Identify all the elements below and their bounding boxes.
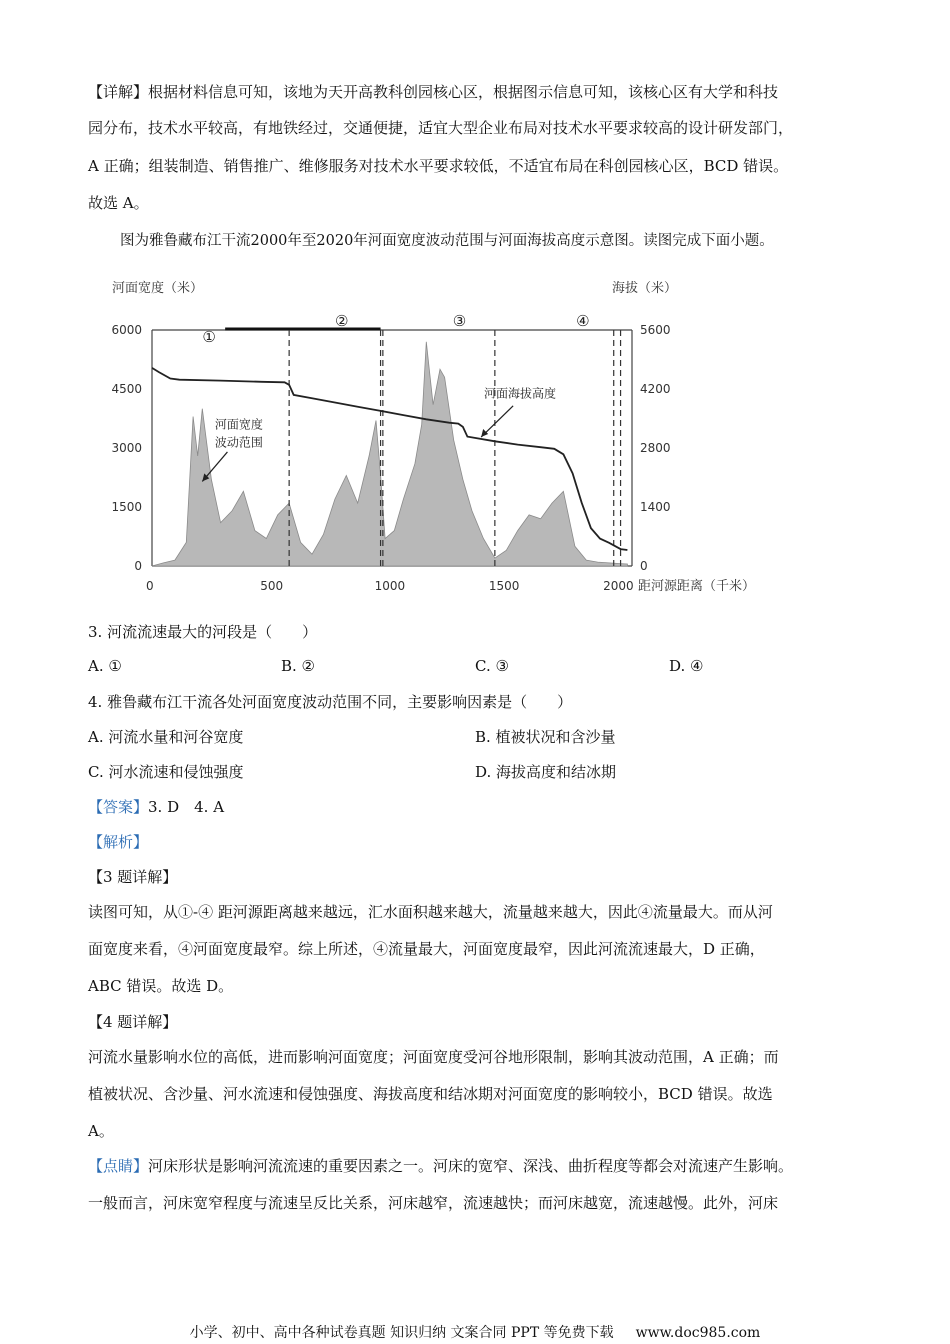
left-y-tick-label: 4500	[111, 382, 142, 396]
left-axis-title: 河面宽度（米）	[112, 281, 204, 296]
q4-option-b: B. 植被状况和含沙量	[475, 728, 616, 746]
tip-label: 【点睛】	[88, 1157, 149, 1175]
tip-line-1: 【点睛】河床形状是影响河流流速的重要因素之一。河床的宽窄、深浅、曲折程度等都会对流速产生影响。	[88, 1157, 794, 1175]
left-y-tick-label: 3000	[111, 441, 142, 455]
footer-text: 小学、初中、高中各种试卷真题 知识归纳 文案合同 PPT 等免费下载	[189, 1325, 614, 1341]
q4-option-c: C. 河水流速和侵蚀强度	[88, 763, 244, 781]
right-y-tick-label: 2800	[640, 441, 671, 455]
elevation-annotation-arrowhead	[481, 429, 488, 437]
q4-detail-label: 【4 题详解】	[88, 1013, 178, 1031]
detail-paragraph-line-3: A 正确；组装制造、销售推广、维修服务对技术水平要求较低，不适宜布局在科创园核心区，BCD 错误。	[88, 157, 789, 175]
detail-paragraph-line-2: 园分布，技术水平较高，有地铁经过，交通便捷，适宜大型企业布局对技术水平要求较高的设计研发部门，	[88, 119, 794, 137]
q4-detail-line-1: 河流水量影响水位的高低，进而影响河面宽度；河面宽度受河谷地形限制，影响其波动范围，A 正确；而	[88, 1048, 779, 1066]
analysis-label: 【解析】	[88, 833, 149, 851]
x-tick-label: 0	[146, 579, 154, 593]
x-tick-label: 1000	[374, 579, 406, 593]
width-annotation-line-1: 河面宽度	[214, 417, 263, 432]
elevation-annotation: 河面海拔高度	[483, 386, 557, 401]
q3-detail-line-1: 读图可知，从①-④ 距河源距离越来越远，汇水面积越来越大，流量越来越大，因此④流量最大。而从河	[88, 903, 773, 921]
right-y-tick-label: 0	[640, 559, 648, 573]
tip-line-2: 一般而言，河床宽窄程度与流速呈反比关系，河床越窄，流速越快；而河床越宽，流速越慢。此外，河床	[88, 1194, 779, 1212]
q3-option-c: C. ③	[475, 657, 509, 675]
footer	[0, 1322, 950, 1342]
q3-detail-line-3: ABC 错误。故选 D。	[88, 977, 234, 995]
q3-option-d: D. ④	[669, 657, 704, 675]
river-width-elevation-chart	[100, 268, 760, 598]
question-3-stem: 3. 河流流速最大的河段是（ ）	[88, 623, 318, 641]
right-y-tick-label: 5600	[640, 323, 671, 337]
x-tick-label: 1500	[488, 579, 520, 593]
left-y-tick-label: 1500	[111, 500, 142, 514]
question-4-stem: 4. 雅鲁藏布江干流各处河面宽度波动范围不同，主要影响因素是（ ）	[88, 693, 573, 711]
detail-paragraph-line-4: 故选 A。	[88, 194, 149, 212]
right-axis-title: 海拔（米）	[612, 281, 678, 296]
detail-label: 【详解】	[88, 83, 149, 101]
width-fluctuation-area	[152, 342, 627, 566]
q3-option-b: B. ②	[281, 657, 316, 675]
q4-detail-line-2: 植被状况、含沙量、河水流速和侵蚀强度、海拔高度和结冰期对河面宽度的影响较小，BCD 错误。故选	[88, 1085, 773, 1103]
segment-label-2: ②	[334, 312, 349, 330]
q4-option-d: D. 海拔高度和结冰期	[475, 763, 617, 781]
q4-detail-line-3: A。	[88, 1122, 114, 1140]
right-y-tick-label: 4200	[640, 382, 671, 396]
x-axis-title: 距河源距离（千米）	[638, 579, 756, 594]
q3-option-a: A. ①	[88, 657, 122, 675]
width-annotation-line-2: 波动范围	[214, 435, 263, 450]
q4-option-a: A. 河流水量和河谷宽度	[88, 728, 244, 746]
q3-detail-label: 【3 题详解】	[88, 868, 178, 886]
answer-text: 3. D 4. A	[148, 798, 225, 816]
footer-url[interactable]: www.doc985.com	[635, 1325, 761, 1341]
plot-area	[111, 312, 670, 593]
segment-label-1: ①	[202, 328, 216, 346]
q3-detail-line-2: 面宽度来看，④河面宽度最窄。综上所述，④流量最大，河面宽度最窄，因此河流流速最大，D 正确，	[88, 940, 765, 958]
detail-paragraph-line-1: 【详解】根据材料信息可知，该地为天开高教科创园核心区，根据图示信息可知，该核心区有大学和科技	[88, 83, 779, 101]
answer-line	[88, 797, 224, 817]
segment-label-3: ③	[452, 312, 467, 330]
answer-label: 【答案】	[88, 798, 149, 816]
figure-caption: 图为雅鲁藏布江干流2000年至2020年河面宽度波动范围与河面海拔高度示意图。读图完成下面小题。	[120, 233, 774, 249]
x-tick-label: 500	[260, 579, 284, 593]
x-tick-label: 2000	[603, 579, 634, 593]
segment-label-4: ④	[576, 312, 590, 330]
left-y-tick-label: 6000	[111, 323, 142, 337]
right-y-tick-label: 1400	[640, 500, 671, 514]
left-y-tick-label: 0	[134, 559, 142, 573]
